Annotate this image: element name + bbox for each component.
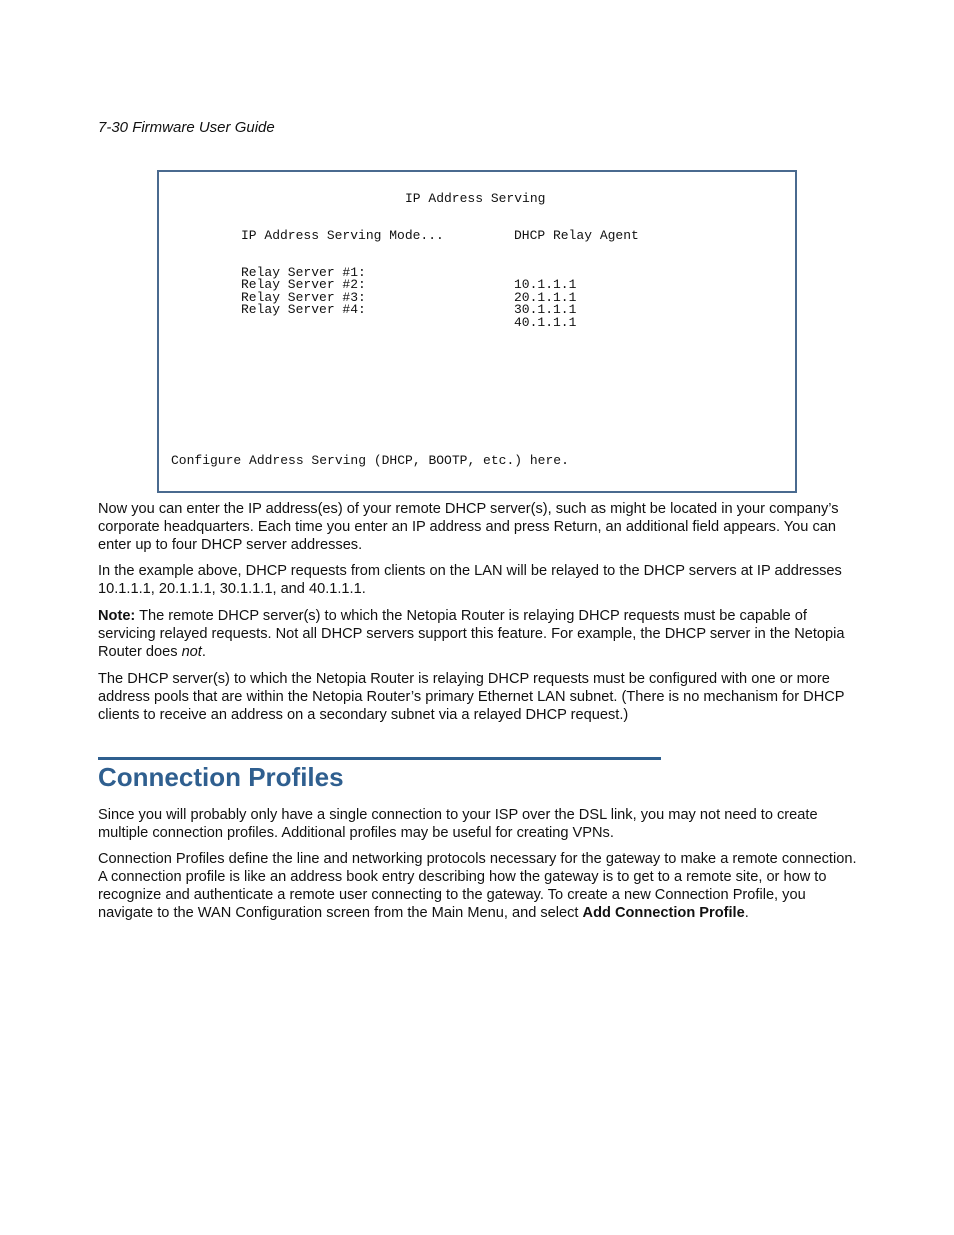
relay-server-field[interactable]: 30.1.1.1 bbox=[514, 302, 577, 317]
serving-mode-label: IP Address Serving Mode... bbox=[241, 228, 444, 243]
paragraph-enter-addresses: Now you can enter the IP address(es) of your remote DHCP server(s), such as might be located in your company’s corporate headquarters. Each time you enter an IP address and press Return, an additional field appears. You can enter up to four DHCP server addresses. bbox=[98, 501, 839, 553]
relay-server-label: Relay Server #1: bbox=[241, 264, 366, 280]
screen-help-text: Configure Address Serving (DHCP, BOOTP, etc.) here. bbox=[171, 453, 569, 468]
relay-server-label: Relay Server #3: bbox=[241, 289, 366, 305]
screen-title: IP Address Serving bbox=[405, 191, 546, 206]
paragraph-example: In the example above, DHCP requests from clients on the LAN will be relayed to the DHCP servers at IP addresses 10.1.1.1, 20.1.1.1, 30.1.1.1, and 40.1.1.1. bbox=[98, 563, 842, 597]
note-paragraph bbox=[98, 607, 858, 661]
section-heading: Connection Profiles bbox=[98, 762, 344, 792]
paragraph-connection-profiles bbox=[98, 850, 858, 922]
relay-server-label: Relay Server #4: bbox=[241, 302, 366, 317]
relay-server-field[interactable]: 20.1.1.1 bbox=[514, 289, 577, 305]
profiles-text: Connection Profiles define the line and networking protocols necessary for the gateway to make a remote connection. A connection profile is like an address book entry describing how the gateway is to get to a remote site, or how to recognize and authenticate a remote user connecting to the gateway. To create a new Connection Profile, you navigate to the WAN Configuration screen from the Main Menu, and select bbox=[98, 851, 857, 921]
relay-server-field[interactable]: 40.1.1.1 bbox=[514, 314, 577, 330]
note-emphasis: not bbox=[181, 644, 202, 660]
section-rule bbox=[98, 757, 661, 760]
serving-mode-value[interactable]: DHCP Relay Agent bbox=[514, 228, 639, 243]
note-end: . bbox=[201, 644, 206, 660]
running-head: 7-30 Firmware User Guide bbox=[98, 119, 275, 136]
relay-server-list bbox=[241, 254, 577, 330]
note-label: Note: bbox=[98, 608, 136, 624]
terminal-screen bbox=[157, 170, 797, 493]
add-connection-profile-term: Add Connection Profile bbox=[582, 905, 745, 921]
relay-server-field[interactable]: 10.1.1.1 bbox=[514, 277, 577, 292]
paragraph-address-pools: The DHCP server(s) to which the Netopia Router is relaying DHCP requests must be configured with one or more address pools that are within the Netopia Router’s primary Ethernet LAN subnet. (There is no mechanism for DHCP clients to receive an address on a secondary subnet via a relayed DHCP request.) bbox=[98, 671, 845, 723]
note-text: The remote DHCP server(s) to which the Netopia Router is relaying DHCP requests must be capable of servicing relayed requests. Not all DHCP servers support this feature. For example, the DHCP server in the Netopia Router does bbox=[98, 608, 845, 660]
relay-server-label: Relay Server #2: bbox=[241, 277, 366, 292]
paragraph-single-connection: Since you will probably only have a single connection to your ISP over the DSL link, you may not need to create multiple connection profiles. Additional profiles may be useful for creating VPNs. bbox=[98, 807, 818, 841]
profiles-end: . bbox=[744, 905, 749, 921]
